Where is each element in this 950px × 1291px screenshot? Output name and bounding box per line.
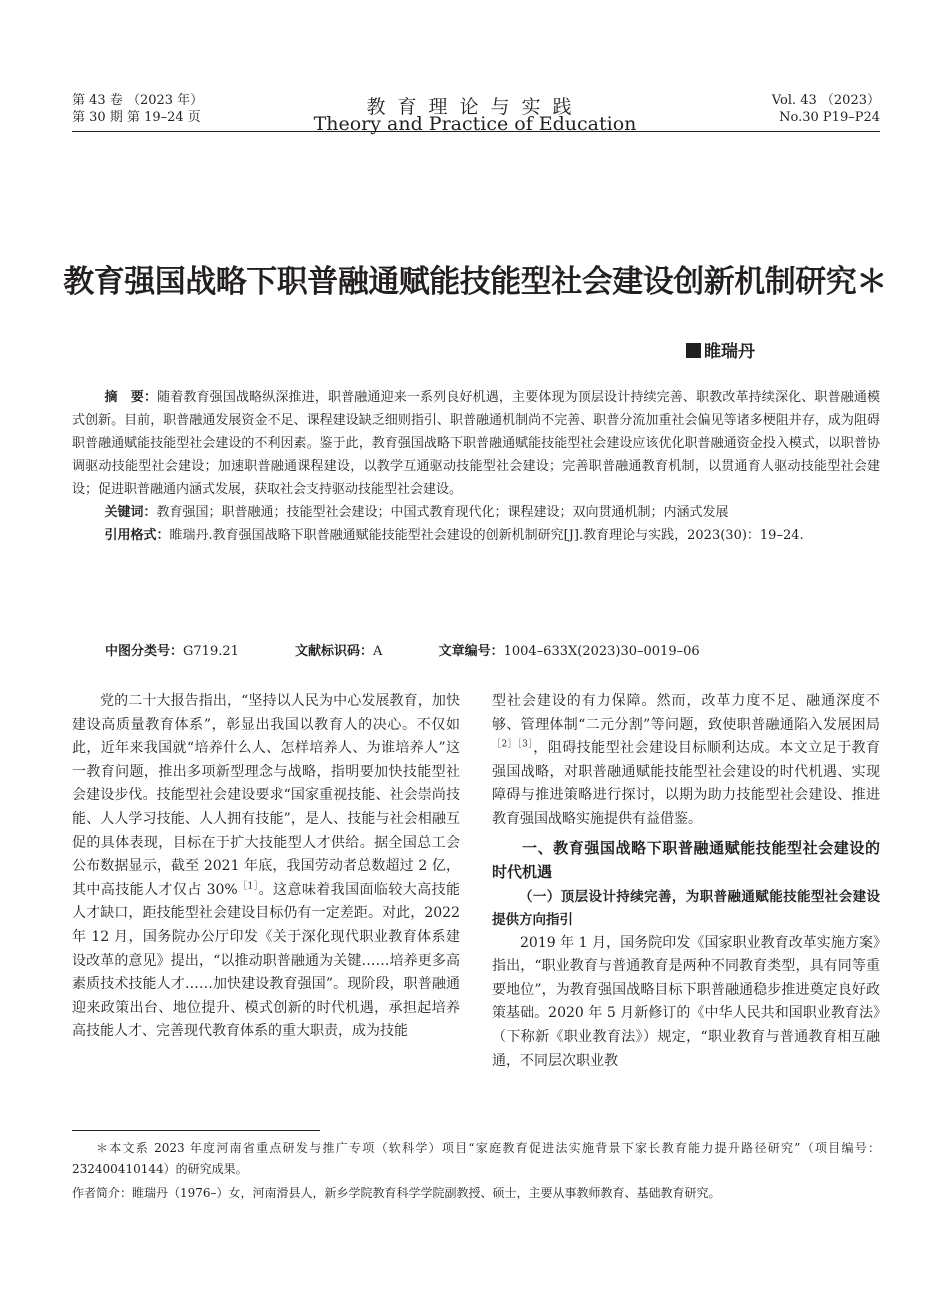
clc-value: G719.21 bbox=[183, 644, 239, 659]
body-paragraph bbox=[492, 690, 880, 832]
abstract bbox=[72, 386, 880, 501]
reference-marker: ［1］ bbox=[237, 881, 259, 892]
classification-line bbox=[105, 640, 700, 659]
clc-code bbox=[105, 644, 239, 659]
journal-title-cn: 教育理论与实践 bbox=[366, 96, 584, 118]
body-paragraph: 2019 年 1 月，国务院印发《国家职业教育改革实施方案》指出，“职业教育与普通教育是两种不同教育类型，具有同等重要地位”，为教育强国战略目标下职普融通稳步推进奠定良好政策基础。2020 年 5 月新修订的《中华人民共和国职业教育法》（下称新《职业教育法》）规定，“职业教育与普通教育相互融通，不同层次职业教 bbox=[492, 934, 880, 1069]
abstract-label: 摘 要： bbox=[104, 390, 158, 405]
doc-value: A bbox=[373, 644, 383, 659]
article-number bbox=[439, 644, 700, 659]
header-volume: 第 43 卷 （2023 年） bbox=[72, 93, 204, 108]
clc-label: 中图分类号： bbox=[105, 644, 184, 659]
body-right-column bbox=[492, 690, 880, 1073]
header-issue-pages: 第 30 期 第 19–24 页 bbox=[72, 110, 201, 125]
art-value: 1004–633X(2023)30–0019–06 bbox=[503, 644, 700, 659]
author-name: 睢瑞丹 bbox=[704, 342, 755, 362]
citation-text: 睢瑞丹.教育强国战略下职普融通赋能技能型社会建设的创新机制研究[J].教育理论与实践，2023(30)：19–24. bbox=[169, 528, 804, 543]
section-heading: 一、教育强国战略下职普融通赋能技能型社会建设的时代机遇 bbox=[492, 838, 880, 881]
header-rule bbox=[72, 131, 880, 132]
abstract-block bbox=[72, 386, 880, 547]
abstract-text: 随着教育强国战略纵深推进，职普融通迎来一系列良好机遇，主要体现为顶层设计持续完善、职教改革持续深化、职普融通模式创新。目前，职普融通发展资金不足、课程建设缺乏细则指引、职普融通机制尚不完善、职普分流加重社会偏见等诸多梗阻并存，成为阻碍职普融通赋能技能型社会建设的不利因素。鉴于此，教育强国战略下职普融通赋能技能型社会建设应该优化职普融通资金投入模式，以职普协调驱动技能型社会建设；加速职普融通课程建设，以教学互通驱动技能型社会建设；完善职普融通教育机制，以贯通育人驱动技能型社会建设；促进职普融通内涵式发展，获取社会支持驱动技能型社会建设。 bbox=[72, 390, 880, 497]
body-left-column bbox=[72, 690, 460, 1044]
article-author bbox=[686, 337, 755, 362]
paragraph-text: 党的二十大报告指出，“坚持以人民为中心发展教育，加快建设高质量教育体系”，彰显出我国以教育人的决心。不仅如此，近年来我国就“培养什么人、怎样培养人、为谁培养人”这一教育问题，推出多项新型理念与战略，指明要加快技能型社会建设步伐。技能型社会建设要求“国家重视技能、社会崇尚技能、人人学习技能、人人拥有技能”，是人、技能与社会相融互促的具体表现，目标在于扩大技能型人才供给。据全国总工会公布数据显示，截至 2021 年底，我国劳动者总数超过 2 亿，其中高技能人才仅占 30% bbox=[72, 693, 460, 898]
keywords-text: 教育强国；职普融通；技能型社会建设；中国式教育现代化；课程建设；双向贯通机制；内涵式发展 bbox=[156, 505, 729, 520]
header-issue-pages-en: No.30 P19–P24 bbox=[779, 110, 880, 125]
footnote-rule bbox=[72, 1130, 320, 1131]
paragraph-text: 型社会建设的有力保障。然而，改革力度不足、融通深度不够、管理体制“二元分割”等问题，致使职普融通陷入发展困局 bbox=[492, 693, 880, 733]
keywords-label: 关键词： bbox=[104, 505, 157, 520]
citation bbox=[72, 524, 880, 547]
article-title: 教育强国战略下职普融通赋能技能型社会建设创新机制研究＊ bbox=[63, 264, 887, 300]
footnote-author-text: 作者简介：睢瑞丹（1976–）女，河南滑县人，新乡学院教育科学学院副教授、硕士，主要从事教师教育、基础教育研究。 bbox=[72, 1186, 721, 1200]
art-label: 文章编号： bbox=[438, 644, 504, 659]
body-paragraph bbox=[72, 690, 460, 1044]
citation-label: 引用格式： bbox=[104, 528, 170, 543]
header-volume-en: Vol. 43 （2023） bbox=[771, 93, 880, 108]
footnote-fund bbox=[72, 1138, 880, 1180]
doc-label: 文献标识码： bbox=[295, 644, 374, 659]
keywords bbox=[72, 501, 880, 524]
paragraph-text: ，阻碍技能型社会建设目标顺利达成。本文立足于教育强国战略，对职普融通赋能技能型社会建设的时代机遇、实现障碍与推进策略进行探讨，以期为助力技能型社会建设、推进教育强国战略实施提供有益借鉴。 bbox=[492, 740, 881, 827]
doc-code bbox=[295, 644, 382, 659]
footnote-author bbox=[72, 1183, 880, 1204]
footnote-fund-text: ＊本文系 2023 年度河南省重点研发与推广专项（软科学）项目“家庭教育促进法实施背景下家长教育能力提升路径研究”（项目编号：232400410144）的研究成果。 bbox=[72, 1141, 880, 1176]
paragraph-text: 。这意味着我国面临较大高技能人才缺口，距技能型社会建设目标仍有一定差距。对此，2022 年 12 月，国务院办公厅印发《关于深化现代职业教育体系建设改革的意见》提出，“以推动职普融通为关键……培养更多高素质技术技能人才……加快建设教育强国”。现阶段，职普融通迎来政策出台、地位提升、模式创新的时代机遇，承担起培养高技能人才、完善现代教育体系的重大职责，成为技能 bbox=[72, 881, 460, 1040]
reference-marker: ［2］［3］ bbox=[492, 739, 534, 750]
journal-title-en: Theory and Practice of Education bbox=[313, 113, 637, 135]
author-marker-icon bbox=[686, 343, 701, 358]
subsection-heading: （一）顶层设计持续完善，为职普融通赋能技能型社会建设提供方向指引 bbox=[492, 888, 880, 928]
